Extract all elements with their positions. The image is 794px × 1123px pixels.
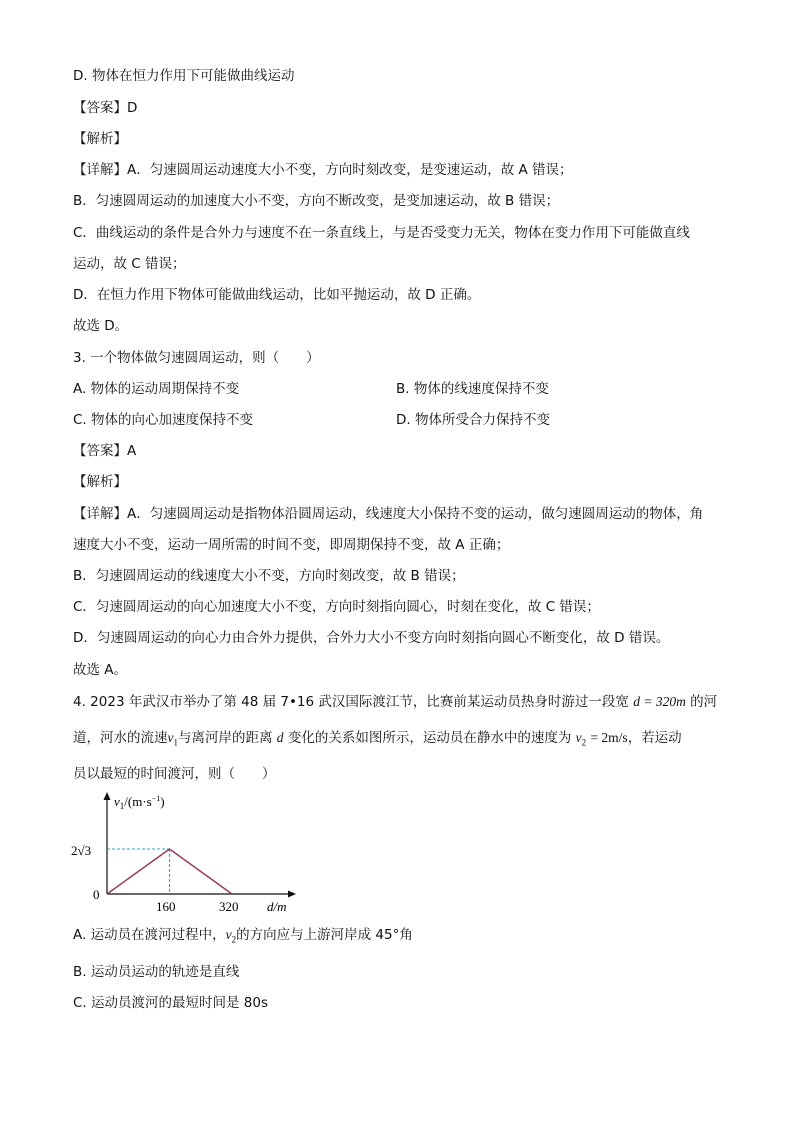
option-d-prev: D. 物体在恒力作用下可能做曲线运动 bbox=[73, 68, 295, 84]
detail-line: 速度大小不变，运动一周所需的时间不变，即周期保持不变，故 A 正确； bbox=[73, 537, 510, 553]
q3-option-b: B. 物体的线速度保持不变 bbox=[396, 381, 549, 397]
x-tick-160: 160 bbox=[156, 899, 176, 914]
detail-line: B．匀速圆周运动的线速度大小不变，方向时刻改变，故 B 错误； bbox=[73, 568, 465, 584]
conclusion: 故选 D。 bbox=[73, 318, 129, 334]
analysis-label: 【解析】 bbox=[73, 474, 127, 490]
detail-line: C．曲线运动的条件是合外力与速度不在一条直线上，与是否受变力无关，物体在变力作用下可能做直线 bbox=[73, 225, 690, 241]
question-3: 3. 一个物体做匀速圆周运动，则（ ） bbox=[73, 350, 320, 366]
x-tick-320: 320 bbox=[219, 899, 239, 914]
q3-option-a: A. 物体的运动周期保持不变 bbox=[73, 381, 240, 397]
detail-line: 运动，故 C 错误； bbox=[73, 256, 186, 272]
detail-line: D．匀速圆周运动的向心力由合外力提供，合外力大小不变方向时刻指向圆心不断变化，故 D 错误。 bbox=[73, 630, 670, 646]
analysis-label: 【解析】 bbox=[73, 131, 127, 147]
velocity-graph bbox=[70, 790, 310, 918]
q4-option-c: C. 运动员渡河的最短时间是 80s bbox=[73, 995, 269, 1011]
q3-option-c: C. 物体的向心加速度保持不变 bbox=[73, 412, 254, 428]
width-formula: d = 320m bbox=[633, 694, 686, 709]
q3-option-d: D. 物体所受合力保持不变 bbox=[396, 412, 550, 428]
x-axis-label: d/m bbox=[267, 899, 287, 914]
x-axis-arrow bbox=[288, 891, 296, 898]
y-axis-arrow bbox=[104, 792, 111, 800]
q4-option-a: A. 运动员在渡河过程中，$v_2$的方向应与上游河岸成 45°角 bbox=[73, 927, 413, 945]
detail-line: 【详解】A．匀速圆周运动是指物体沿圆周运动，线速度大小保持不变的运动，做匀速圆周运动的物体，角 bbox=[73, 506, 704, 522]
detail-line: D．在恒力作用下物体可能做曲线运动，比如平抛运动，故 D 正确。 bbox=[73, 287, 481, 303]
answer-label: 【答案】A bbox=[73, 443, 137, 459]
detail-line: 【详解】A．匀速圆周运动速度大小不变，方向时刻改变，是变速运动，故 A 错误； bbox=[73, 162, 573, 178]
question-4-line2: 道，河水的流速$v_1$与离河岸的距离 d 变化的关系如图所示，运动员在静水中的速度为 $v_2 = 2m/s$，若运动 bbox=[73, 730, 682, 748]
answer-label: 【答案】D bbox=[73, 100, 138, 116]
detail-line: B．匀速圆周运动的加速度大小不变，方向不断改变，是变加速运动，故 B 错误； bbox=[73, 193, 560, 209]
q4-option-b: B. 运动员运动的轨迹是直线 bbox=[73, 964, 240, 980]
y-axis-label: $v_1/(m\cdot s^{-1})$ bbox=[114, 794, 165, 811]
question-4-line1: 4. 2023 年武汉市举办了第 48 届 7•16 武汉国际渡江节，比赛前某运动员热身时游过一段宽 d = 320m 的河 bbox=[73, 694, 718, 710]
y-tick-peak: 2√3 bbox=[71, 843, 92, 858]
conclusion: 故选 A。 bbox=[73, 662, 128, 678]
origin-label: 0 bbox=[93, 887, 100, 902]
detail-line: C．匀速圆周运动的向心加速度大小不变，方向时刻指向圆心，时刻在变化，故 C 错误； bbox=[73, 599, 600, 615]
question-4-line3: 员以最短的时间渡河，则（ ） bbox=[73, 766, 276, 782]
